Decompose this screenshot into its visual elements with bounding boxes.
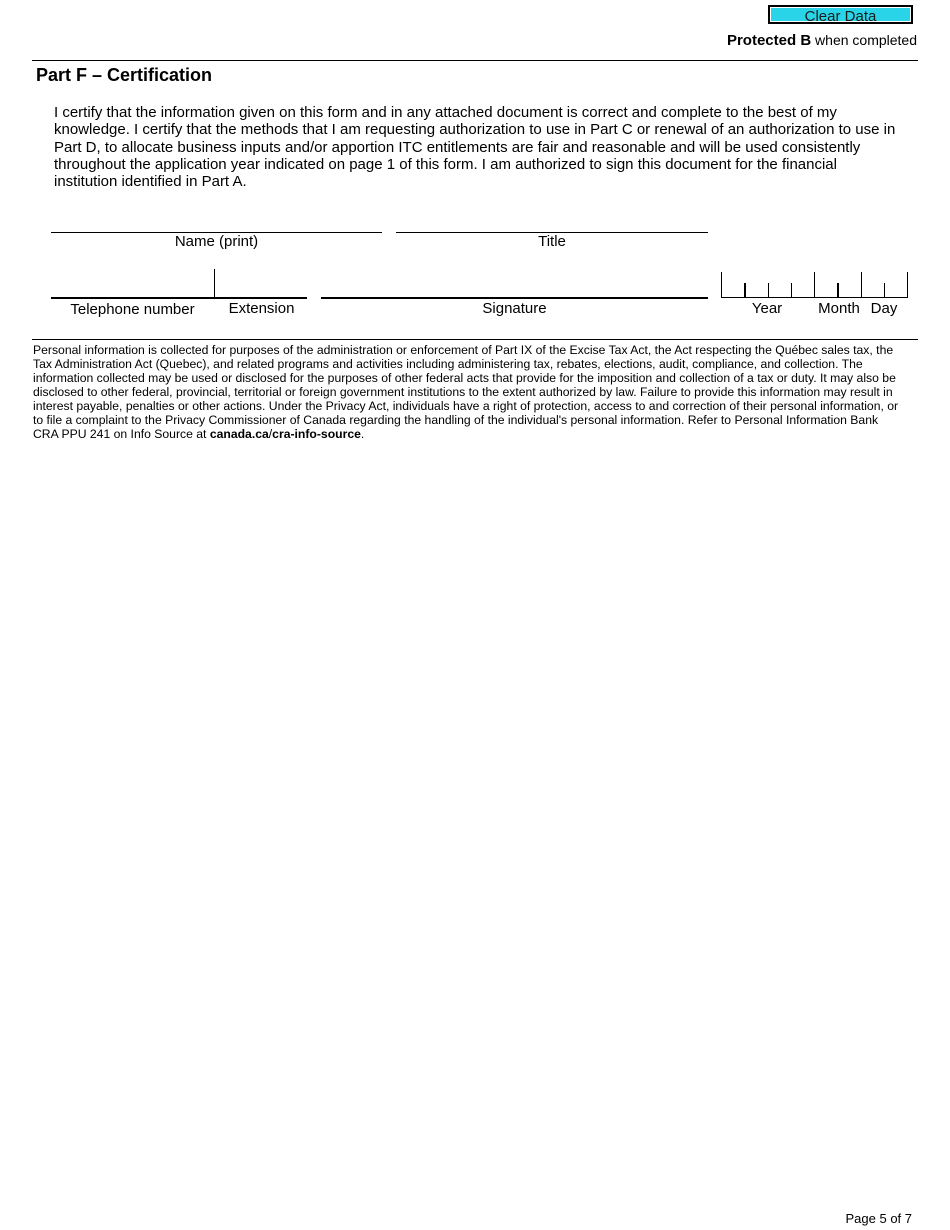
privacy-end: . (360, 427, 365, 441)
clear-data-button[interactable]: Clear Data (768, 5, 913, 24)
privacy-statement (33, 343, 903, 441)
year-tick (744, 283, 746, 297)
title-field[interactable] (396, 212, 708, 232)
protected-b-notice (727, 32, 917, 49)
signature-line[interactable] (321, 297, 708, 299)
page-number: Page 5 of 7 (845, 1211, 912, 1226)
name-print-label: Name (print) (174, 233, 259, 250)
section-divider (32, 339, 918, 340)
telephone-label: Telephone number (70, 301, 195, 318)
info-source-link-path: cra-info-source (272, 427, 361, 441)
name-print-field[interactable] (51, 212, 382, 232)
date-right-edge (907, 272, 908, 297)
year-label: Year (751, 300, 783, 317)
date-left-edge (721, 272, 722, 297)
year-month-separator (814, 272, 815, 297)
signature-label: Signature (482, 300, 547, 317)
info-source-link-separator: / (268, 427, 273, 441)
extension-label: Extension (228, 300, 295, 317)
year-tick (768, 283, 769, 297)
month-day-separator (861, 272, 862, 297)
date-field[interactable] (721, 272, 908, 298)
day-tick (884, 283, 885, 297)
telephone-underline (51, 297, 307, 299)
header-divider (32, 60, 918, 61)
month-label: Month (818, 300, 860, 317)
extension-field[interactable] (216, 276, 306, 296)
day-label: Day (870, 300, 898, 317)
protected-b-label: Protected B (726, 32, 812, 49)
year-tick (791, 283, 792, 297)
extension-divider (214, 269, 215, 297)
month-tick (837, 283, 839, 297)
certification-text: I certify that the information given on this form and in any attached document is correct and complete to the best of my knowledge. I certify that the methods that I am requesting authorization to use in Part C or renewal of an authorization to use in Part D, to allocate business inputs and/or apportion ITC entitlements are fair and reasonable and will be used consistently throughout the application year indicated on page 1 of this form. I am authorized to sign this document for the financial institution identified in Part A. (54, 104, 896, 191)
info-source-link[interactable] (210, 427, 361, 441)
protected-b-suffix: when completed (811, 32, 917, 48)
telephone-field[interactable] (51, 276, 213, 296)
part-f-title: Part F – Certification (36, 65, 213, 85)
privacy-text: Personal information is collected for purposes of the administration or enforcement of Part IX of the Excise Tax Act, the Act respecting the Québec sales tax, the Tax Administration Act (Quebec), and related programs and activities including administering tax, rebates, elections, audit, compliance, and collection. The information collected may be used or disclosed for the purposes of other federal acts that provide for the imposition and collection of a tax or duty. It may also be disclosed to other federal, provincial, territorial or foreign government institutions to the extent authorized by law. Failure to provide this information may result in interest payable, penalties or other actions. Under the Privacy Act, individuals have a right of protection, access to and correction of their personal information, or to file a complaint to the Privacy Commissioner of Canada regarding the handling of the individual's personal information. Refer to Personal Information Bank CRA PPU 241 on Info Source at (33, 343, 899, 441)
title-label: Title (538, 233, 566, 250)
date-baseline (721, 297, 908, 298)
info-source-link-domain: canada.ca (209, 427, 269, 441)
